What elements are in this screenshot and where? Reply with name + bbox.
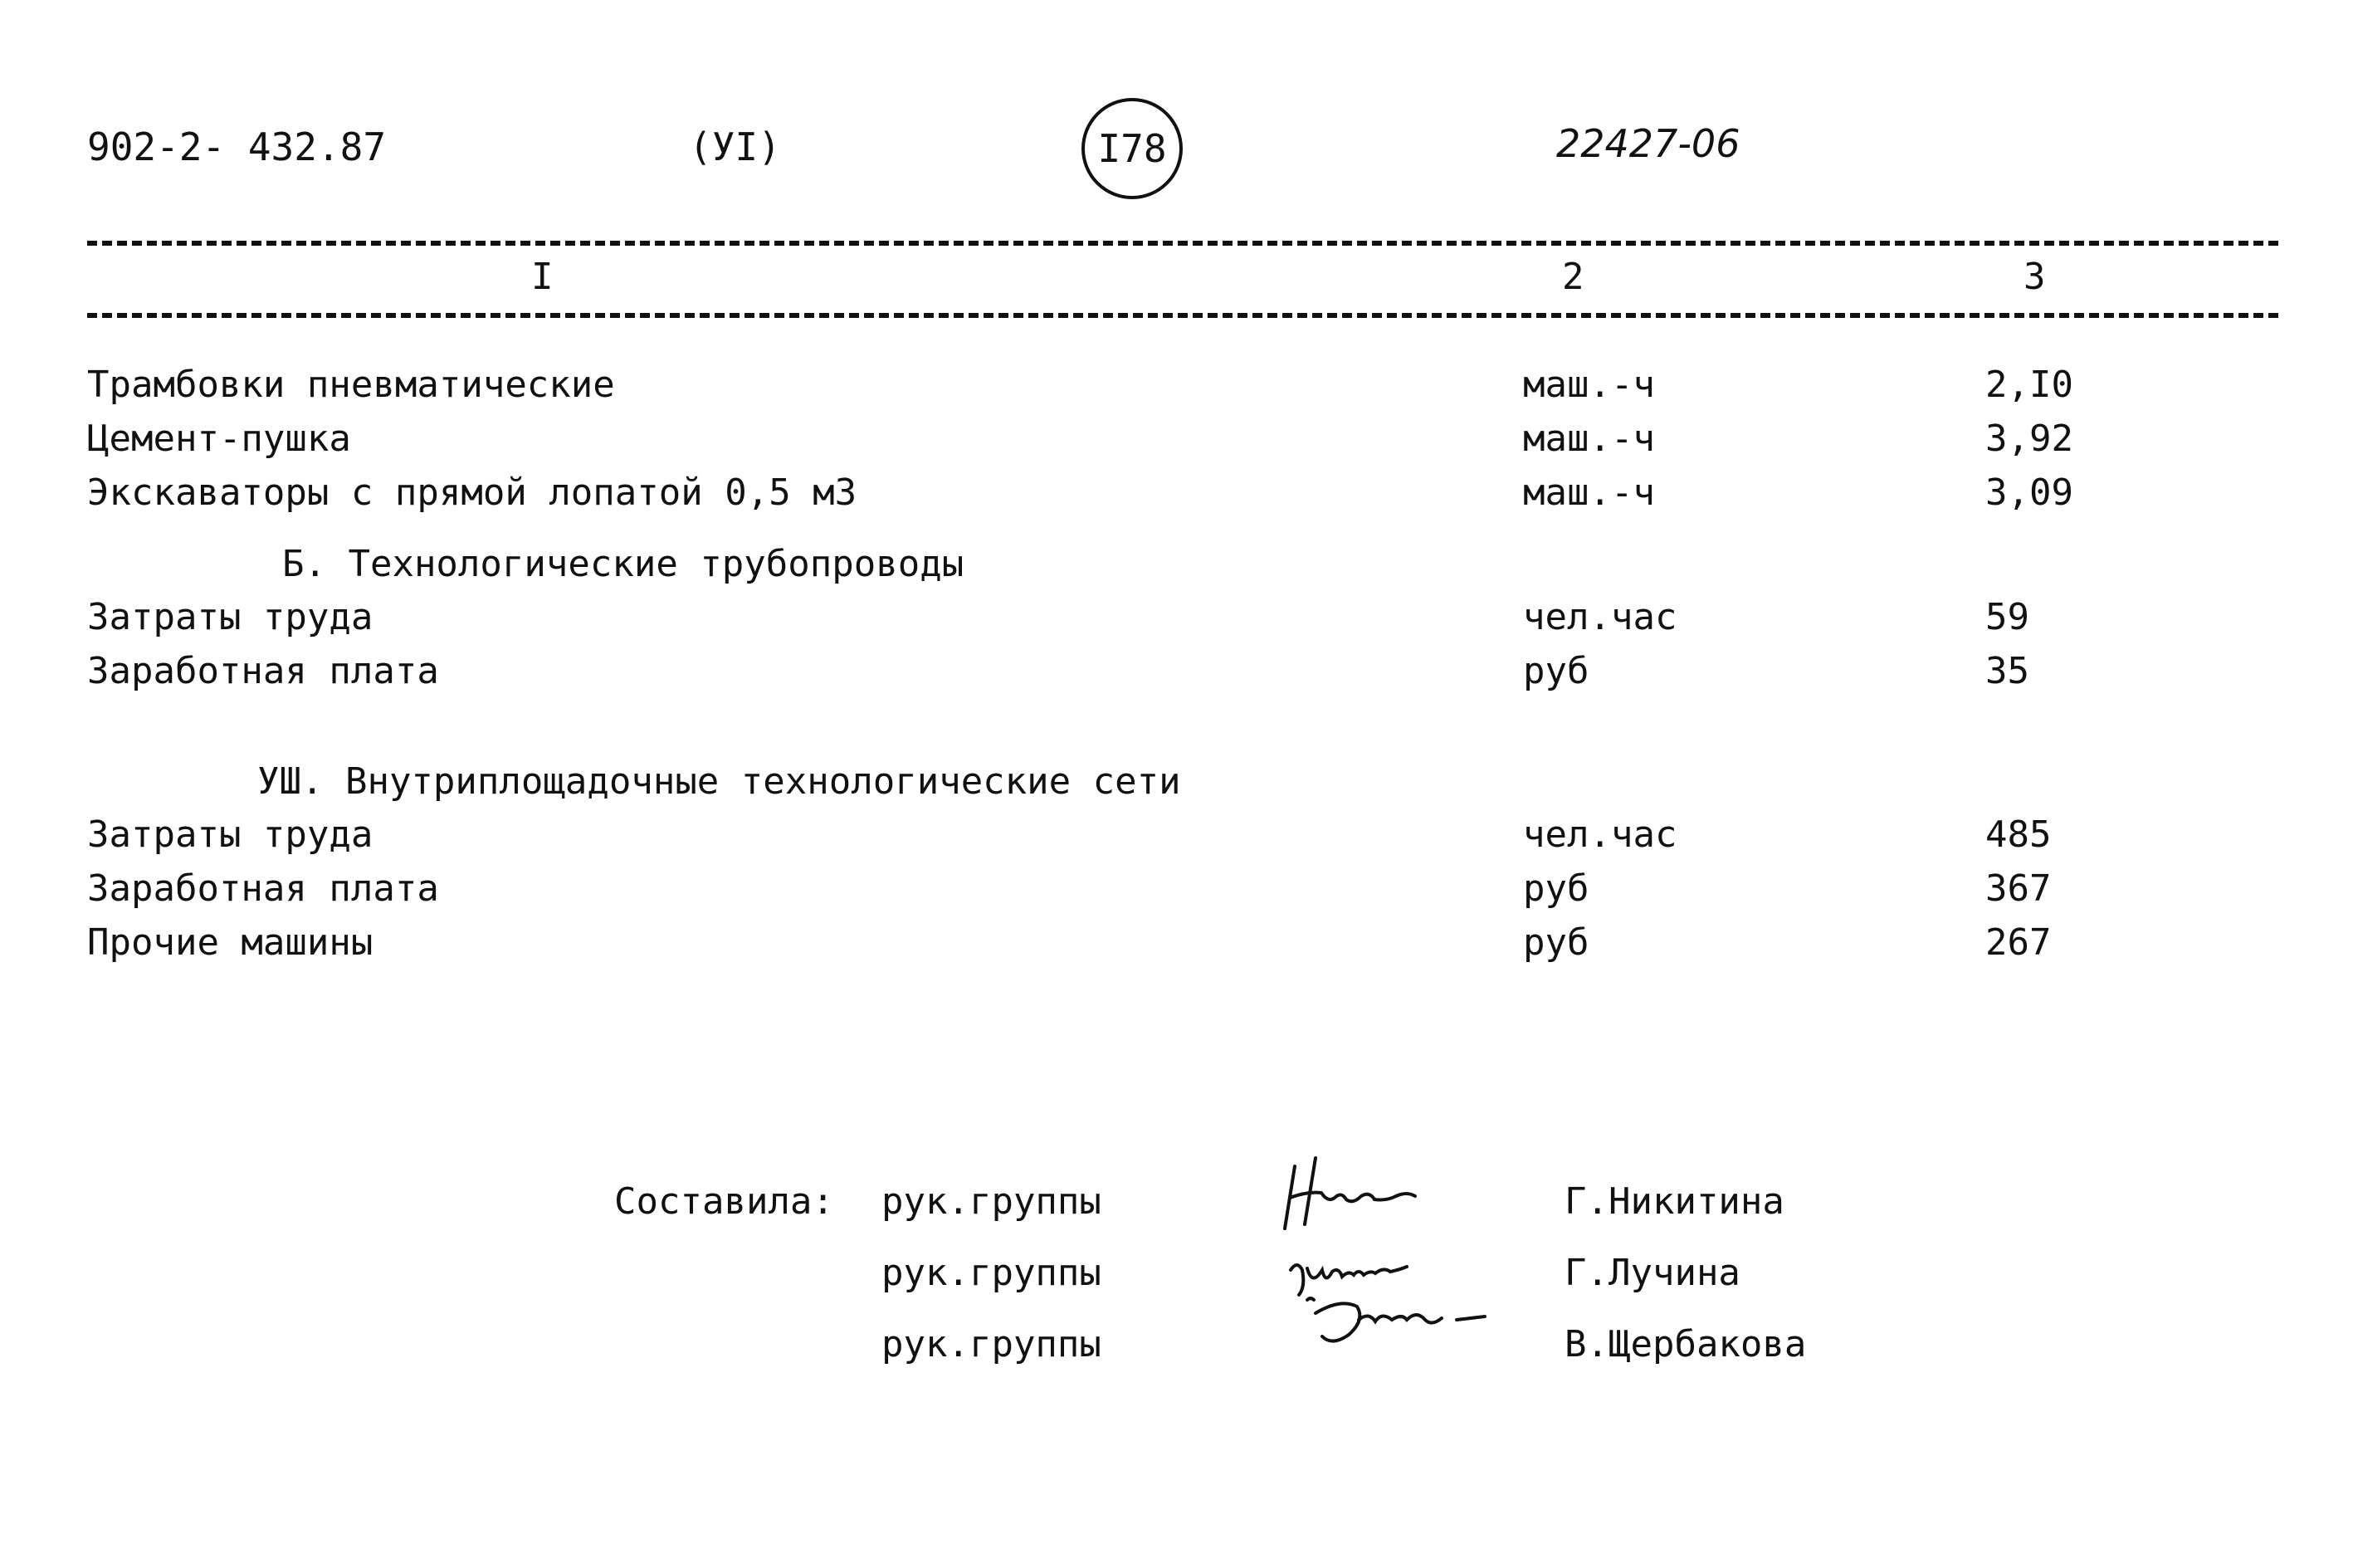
handwritten-signature-1 [1270,1150,1444,1241]
row-value: 367 [1985,867,2052,910]
row-name: Затраты труда [87,813,373,856]
document-code: 902-2- 432.87 [87,125,387,169]
row-unit: руб [1523,921,1589,964]
row-name: Трамбовки пневматические [87,364,615,406]
handwritten-signature-2 [1282,1237,1531,1370]
table-row [0,364,2353,413]
row-value: 59 [1985,596,2029,638]
table-row [0,921,2353,971]
sheet-part: (УI) [689,125,781,169]
table-row [0,867,2353,917]
signer-name: Г.Никитина [1565,1180,1784,1223]
table-row [0,418,2353,467]
row-unit: маш.-ч [1523,418,1655,460]
compiled-by-label: Составила: [614,1180,834,1223]
row-unit: чел.час [1523,813,1677,856]
row-unit: маш.-ч [1523,471,1655,514]
table-row [0,650,2353,700]
row-value: 35 [1985,650,2029,692]
signer-name: В.Щербакова [1565,1323,1807,1365]
row-unit: маш.-ч [1523,364,1655,406]
row-value: 485 [1985,813,2052,856]
row-unit: руб [1523,650,1589,692]
archive-number: 22427-06 [1556,121,1740,166]
section-heading-viii: УШ. Внутриплощадочные технологические сети [257,760,1181,803]
row-name: Заработная плата [87,867,439,910]
row-value: 3,92 [1985,418,2073,460]
row-value: 3,09 [1985,471,2073,514]
column-header-3: 3 [2023,256,2046,298]
row-name: Цемент-пушка [87,418,351,460]
signer-name: Г.Лучина [1565,1252,1740,1294]
dashed-rule-top [87,241,2278,246]
signer-role: рук.группы [881,1323,1101,1365]
row-name: Затраты труда [87,596,373,638]
row-unit: чел.час [1523,596,1677,638]
page-number-circle [1081,98,1183,199]
column-header-2: 2 [1562,256,1584,298]
row-unit: руб [1523,867,1589,910]
signer-role: рук.группы [881,1252,1101,1294]
row-value: 267 [1985,921,2052,964]
row-name: Экскаваторы с прямой лопатой 0,5 м3 [87,471,857,514]
section-heading-b: Б. Технологические трубопроводы [282,543,964,585]
dashed-rule-bottom [87,313,2278,318]
table-row [0,813,2353,863]
row-name: Заработная плата [87,650,439,692]
signer-role: рук.группы [881,1180,1101,1223]
table-row [0,596,2353,646]
row-value: 2,I0 [1985,364,2073,406]
column-header-1: I [531,256,554,298]
table-row [0,471,2353,521]
page-number: I78 [1097,126,1167,171]
row-name: Прочие машины [87,921,373,964]
